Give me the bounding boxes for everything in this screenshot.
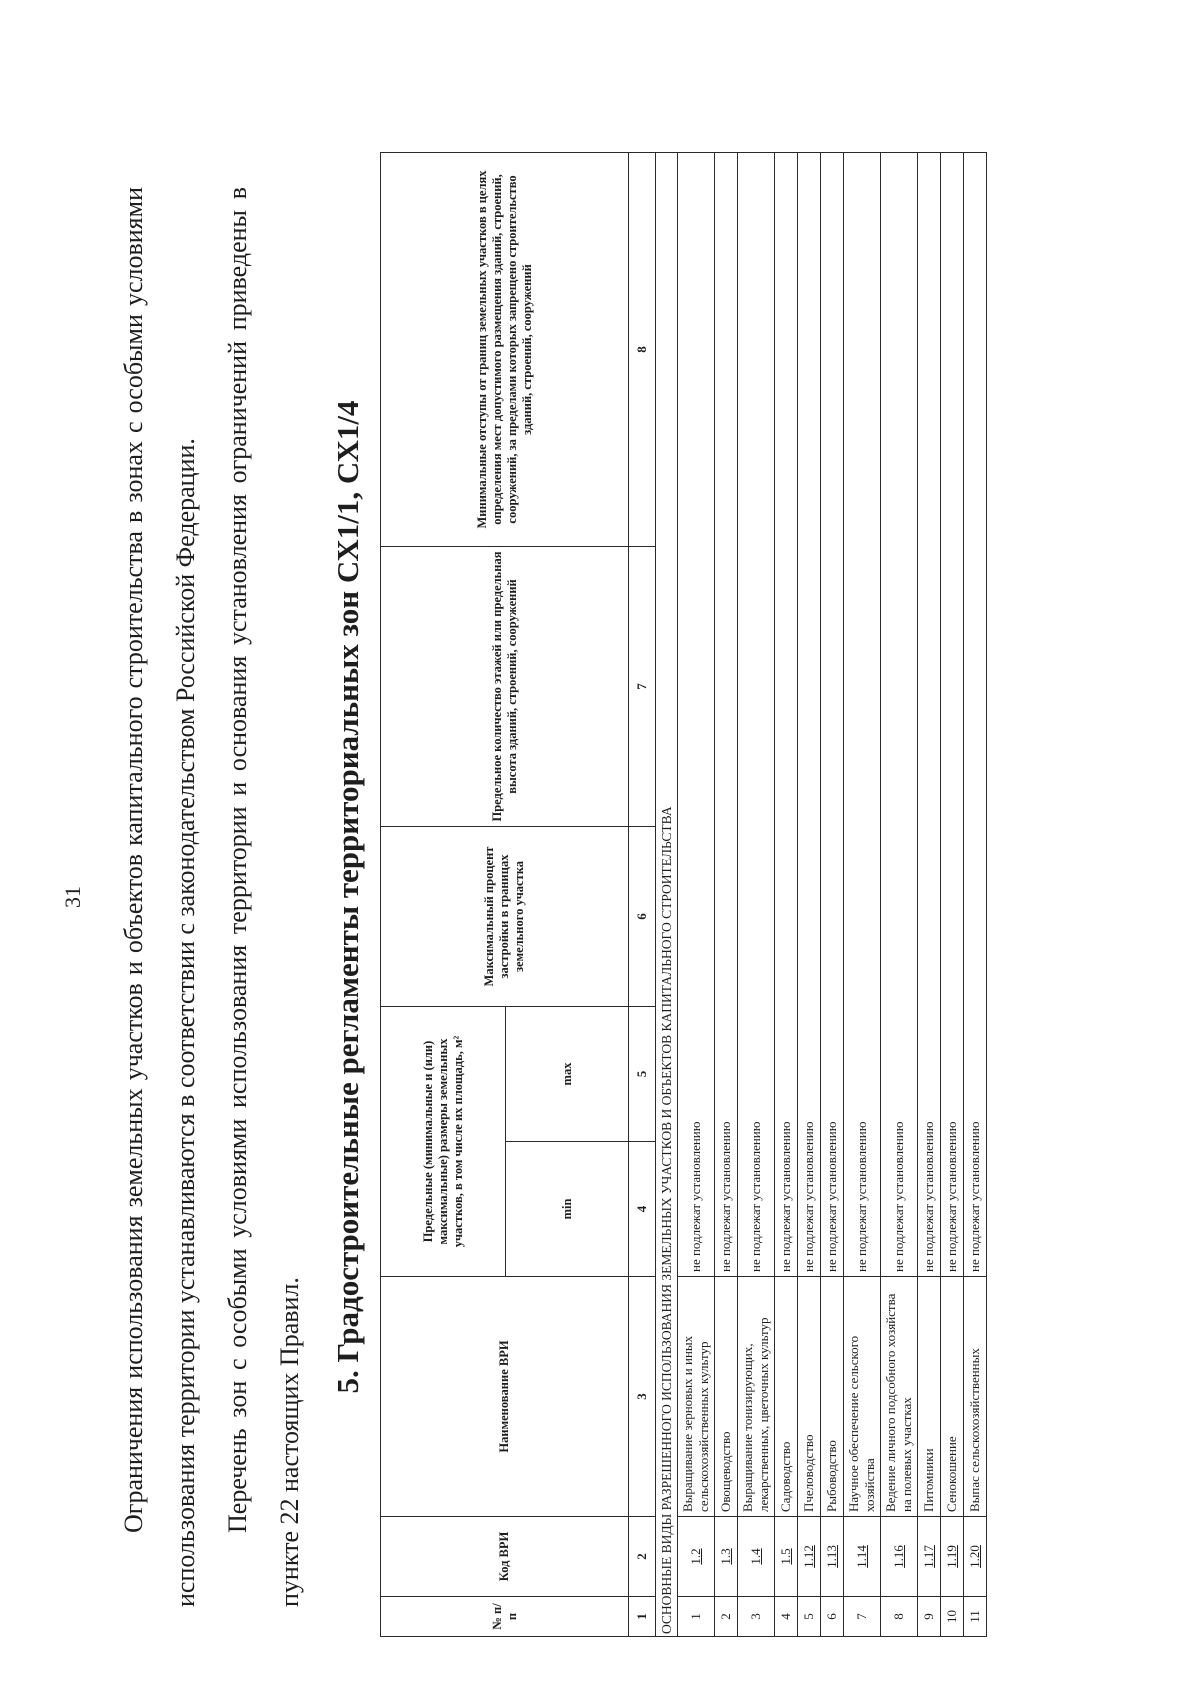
header-size: Предельные (минимальные и (или) максимальные) размеры земельных участков, в том числе их площадь, м² — [381, 1007, 506, 1277]
row-value: не подлежат установлению — [941, 153, 964, 1277]
row-name: Овощеводство — [715, 1277, 738, 1517]
header-floors: Предельное количество этажей или предельная высота зданий, строений, сооружений — [381, 547, 629, 827]
row-name: Садоводство — [775, 1277, 798, 1517]
row-num: 2 — [715, 1597, 738, 1637]
row-code: 1.4 — [738, 1517, 775, 1597]
header-row — [381, 153, 506, 1637]
row-name: Ведение личного подсобного хозяйства на полевых участках — [881, 1277, 918, 1517]
row-code: 1.20 — [964, 1517, 987, 1597]
row-value: не подлежат установлению — [821, 153, 844, 1277]
col-number: 6 — [629, 827, 656, 1007]
table-row — [738, 153, 775, 1637]
intro-text — [108, 187, 316, 1607]
row-code: 1.19 — [941, 1517, 964, 1597]
table-row — [881, 153, 918, 1637]
row-value: не подлежат установлению — [678, 153, 715, 1277]
table-row — [844, 153, 881, 1637]
table-row — [678, 153, 715, 1637]
page-number: 31 — [60, 886, 85, 908]
row-num: 4 — [775, 1597, 798, 1637]
row-value: не подлежат установлению — [964, 153, 987, 1277]
row-num: 7 — [844, 1597, 881, 1637]
col-number: 1 — [629, 1597, 656, 1637]
row-value: не подлежат установлению — [738, 153, 775, 1277]
row-num: 11 — [964, 1597, 987, 1637]
row-num: 3 — [738, 1597, 775, 1637]
section-row — [656, 153, 678, 1637]
row-name: Питомники — [918, 1277, 941, 1517]
row-num: 10 — [941, 1597, 964, 1637]
row-name: Рыбоводство — [821, 1277, 844, 1517]
col-number: 4 — [629, 1142, 656, 1277]
section-title: 5. Градостроительные регламенты территориальных зон СХ1/1, СХ1/4 — [330, 400, 365, 1394]
row-num: 5 — [798, 1597, 821, 1637]
table-row — [775, 153, 798, 1637]
header-percent: Максимальный процент застройки в границах земельного участка — [381, 827, 629, 1007]
row-value: не подлежат установлению — [798, 153, 821, 1277]
row-name: Пчеловодство — [798, 1277, 821, 1517]
header-size-min: min — [506, 1142, 629, 1277]
row-num: 9 — [918, 1597, 941, 1637]
header-code: Код ВРИ — [381, 1517, 629, 1597]
row-num: 6 — [821, 1597, 844, 1637]
header-num: № п/п — [381, 1597, 629, 1637]
intro-paragraph-2: Перечень зон с особыми условиями использования территории и основания установления ограничений приведены в пункте 22 настоящих Правил. — [223, 187, 304, 1607]
document-page — [0, 97, 1130, 1697]
row-code: 1.17 — [918, 1517, 941, 1597]
column-numbers-row — [629, 153, 656, 1637]
row-name: Выращивание зерновых и иных сельскохозяйственных культур — [678, 1277, 715, 1517]
regulations-table — [380, 152, 987, 1637]
row-code: 1.3 — [715, 1517, 738, 1597]
row-value: не подлежат установлению — [918, 153, 941, 1277]
header-size-max: max — [506, 1007, 629, 1142]
table-row — [715, 153, 738, 1637]
row-name: Выпас сельскохозяйственных — [964, 1277, 987, 1517]
col-number: 7 — [629, 547, 656, 827]
col-number: 8 — [629, 153, 656, 547]
table-row — [941, 153, 964, 1637]
table-row — [821, 153, 844, 1637]
row-code: 1.16 — [881, 1517, 918, 1597]
intro-paragraph-1: Ограничения использования земельных участков и объектов капитального строительства в зонах с особыми условиями использования территории устанавливаются в соответствии с законодательством Российской Федерации. — [119, 187, 200, 1607]
table-row — [798, 153, 821, 1637]
row-code: 1.2 — [678, 1517, 715, 1597]
row-code: 1.12 — [798, 1517, 821, 1597]
row-num: 8 — [881, 1597, 918, 1637]
header-name: Наименование ВРИ — [381, 1277, 629, 1517]
section-label: ОСНОВНЫЕ ВИДЫ РАЗРЕШЕННОГО ИСПОЛЬЗОВАНИЯ ЗЕМЕЛЬНЫХ УЧАСТКОВ И ОБЪЕКТОВ КАПИТАЛЬНОГО СТРОИТЕЛЬСТВА — [656, 153, 678, 1637]
row-code: 1.13 — [821, 1517, 844, 1597]
row-name: Научное обеспечение сельского хозяйства — [844, 1277, 881, 1517]
col-number: 3 — [629, 1277, 656, 1517]
row-name: Выращивание тонизирующих, лекарственных, цветочных культур — [738, 1277, 775, 1517]
row-code: 1.14 — [844, 1517, 881, 1597]
col-number: 2 — [629, 1517, 656, 1597]
row-value: не подлежат установлению — [715, 153, 738, 1277]
row-num: 1 — [678, 1597, 715, 1637]
col-number: 5 — [629, 1007, 656, 1142]
row-name: Сенокошение — [941, 1277, 964, 1517]
row-code: 1.5 — [775, 1517, 798, 1597]
table-row — [964, 153, 987, 1637]
row-value: не подлежат установлению — [844, 153, 881, 1277]
row-value: не подлежат установлению — [775, 153, 798, 1277]
row-value: не подлежат установлению — [881, 153, 918, 1277]
table-row — [918, 153, 941, 1637]
header-setbacks: Минимальные отступы от границ земельных участков в целях определения мест допустимого размещения зданий, строений, сооружений, за пределами которых запрещено строительство зданий, строений, сооружений — [381, 153, 629, 547]
